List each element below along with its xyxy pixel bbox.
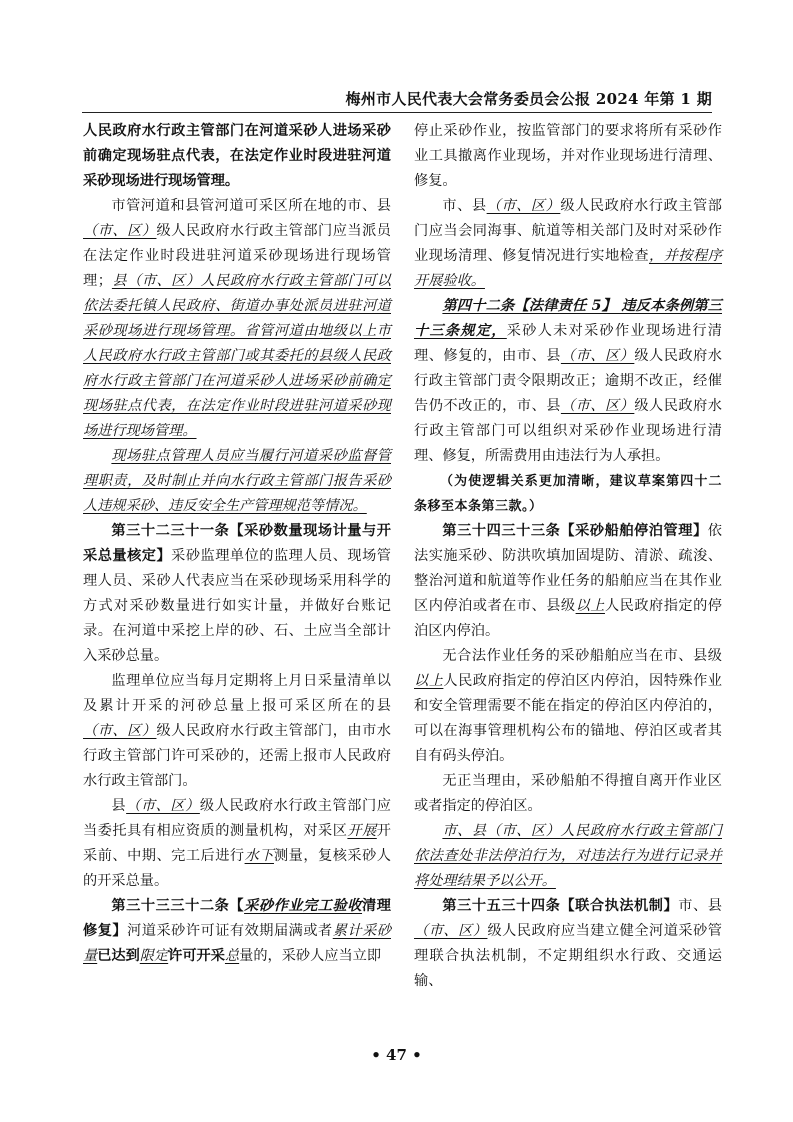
article-31: 第三十二三十一条【采砂数量现场计量与开采总量核定】采砂监理单位的监理人员、现场管理人员、采砂人代表应当在采砂现场采用科学的方式对采砂数量进行如实计量，并做好台账记录。在河道中采挖上岸的砂、石、土应当全部计入采砂总量。	[83, 523, 391, 664]
paragraph: 人民政府水行政主管部门在河道采砂人进场采砂前确定现场驻点代表，在法定作业时段进驻河道采砂现场进行现场管理。	[83, 123, 391, 189]
page-header	[82, 88, 712, 113]
bulletin-title: 梅州市人民代表大会常务委员会公报 2024 年第 1 期	[345, 90, 712, 108]
paragraph: 市、县（市、区）级人民政府水行政主管部门应当会同海事、航道等相关部门及时对采砂作业现场清理、修复情况进行实地检查，并按程序开展验收。	[414, 198, 722, 289]
editor-note: （为使逻辑关系更加清晰，建议草案第四十二条移至本条第三款。）	[414, 474, 722, 514]
paragraph: 监理单位应当每月定期将上月日采量清单以及累计开采的河砂总量上报可采区所在的县（市、区）级人民政府水行政主管部门，由市水行政主管部门许可采砂的，还需上报市人民政府水行政主管部门。	[83, 673, 391, 789]
paragraph: 停止采砂作业，按监管部门的要求将所有采砂作业工具撤离作业现场，并对作业现场进行清理、修复。	[414, 123, 722, 189]
article-32: 第三十三三十二条【采砂作业完工验收清理修复】河道采砂许可证有效期届满或者累计采砂量已达到限定许可开采总量的，采砂人应当立即	[83, 898, 391, 964]
paragraph: 无正当理由，采砂船舶不得擅自离开作业区或者指定的停泊区。	[414, 773, 722, 814]
paragraph: 市、县（市、区）人民政府水行政主管部门依法查处非法停泊行为，对违法行为进行记录并将处理结果予以公开。	[414, 823, 722, 889]
article-34: 第三十五三十四条【联合执法机制】市、县（市、区）级人民政府应当建立健全河道采砂管理联合执法机制，不定期组织水行政、交通运输、	[414, 898, 722, 989]
paragraph: 市管河道和县管河道可采区所在地的市、县（市、区）级人民政府水行政主管部门应当派员在法定作业时段进驻河道采砂现场进行现场管理；县（市、区）人民政府水行政主管部门可以依法委托镇人民政府、街道办事处派员进驻河道采砂现场进行现场管理。省管河道由地级以上市人民政府水行政主管部门或其委托的县级人民政府水行政主管部门在河道采砂人进场采砂前确定现场驻点代表，在法定作业时段进驻河道采砂现场进行现场管理。	[83, 198, 391, 439]
paragraph: 无合法作业任务的采砂船舶应当在市、县级以上人民政府指定的停泊区内停泊，因特殊作业和安全管理需要不能在指定的停泊区内停泊的，可以在海事管理机构公布的锚地、停泊区或者其自有码头停泊。	[414, 648, 722, 764]
paragraph: 县（市、区）级人民政府水行政主管部门应当委托具有相应资质的测量机构，对采区开展开采前、中期、完工后进行水下测量，复核采砂人的开采总量。	[83, 798, 391, 889]
page-number: • 47 •	[371, 1046, 422, 1064]
right-column	[414, 119, 722, 994]
left-column	[83, 119, 391, 969]
article-42: 第四十二条【法律责任 5】 违反本条例第三十三条规定，采砂人未对采砂作业现场进行清理、修复的，由市、县（市、区）级人民政府水行政主管部门责令限期改正；逾期不改正，经催告仍不改正的，市、县（市、区）级人民政府水行政主管部门可以组织对采砂作业现场进行清理、修复，所需费用由违法行为人承担。	[414, 298, 722, 464]
article-33: 第三十四三十三条【采砂船舶停泊管理】依法实施采砂、防洪吹填加固堤防、清淤、疏浚、整治河道和航道等作业任务的船舶应当在其作业区内停泊或者在市、县级以上人民政府指定的停泊区内停泊。	[414, 523, 722, 639]
paragraph: 现场驻点管理人员应当履行河道采砂监督管理职责，及时制止并向水行政主管部门报告采砂人违规采砂、违反安全生产管理规范等情况。	[83, 448, 391, 514]
